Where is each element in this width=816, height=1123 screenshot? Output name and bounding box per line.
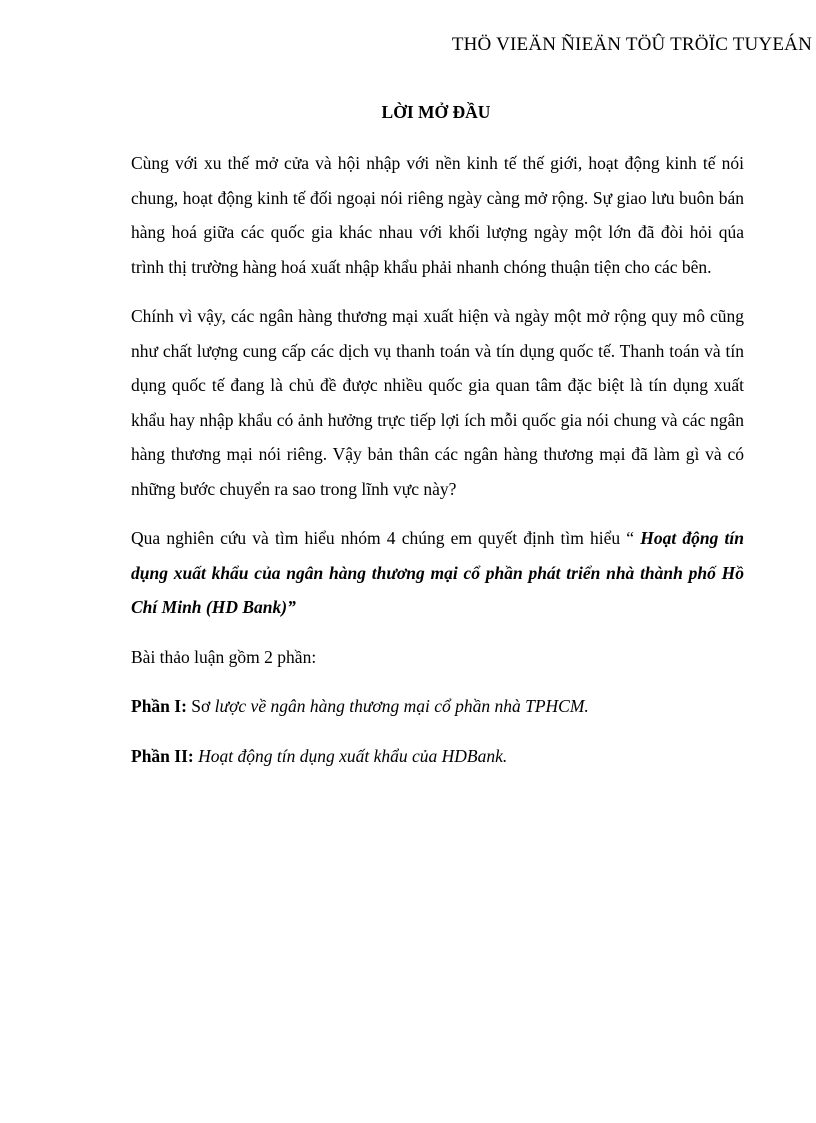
research-topic-title: Hoạt động tín dụng xuất khẩu của ngân hàng thương mại cổ phần phát triển nhà thành phố Hồ Chí Minh (HD Bank)” — [131, 528, 744, 617]
paragraph-outline: Bài thảo luận gồm 2 phần: — [131, 646, 317, 667]
part-one-text: lược về ngân hàng thương mại cổ phần nhà TPHCM. — [214, 696, 589, 716]
part-one-prefix: Sơ — [186, 696, 215, 716]
part-two-text: Hoạt động tín dụng xuất khẩu của HDBank. — [198, 745, 508, 766]
paragraph-intro: Cùng với xu thế mở cửa và hội nhập với nền kinh tế thế giới, hoạt động kinh tế nói chung, hoạt động kinh tế đối ngoại nói riêng ngày càng mở rộng. Sự giao lưu buôn bán hàng hoá giữa các quốc gia khác nhau với khối lượng ngày một lớn đã đòi hỏi qúa trình thị trường hàng hoá xuất nhập khẩu phải nhanh chóng thuận tiện cho các bên. — [131, 153, 744, 277]
page-header: THÖ VIEÄN ÑIEÄN TÖÛ TRÖÏC TUYEÁN — [451, 34, 812, 55]
part-one-label: Phần I: — [131, 696, 187, 716]
part-two-label: Phần II: — [131, 745, 194, 766]
part-two-line — [131, 739, 744, 774]
paragraph-banks: Chính vì vậy, các ngân hàng thương mại xuất hiện và ngày một mở rộng quy mô cũng như chất lượng cung cấp các dịch vụ thanh toán và tín dụng quốc tế. Thanh toán và tín dụng quốc tế đang là chủ đề được nhiều quốc gia quan tâm đặc biệt là tín dụng xuất khẩu hay nhập khẩu có ảnh hưởng trực tiếp lợi ích mỗi quốc gia nói chung và các ngân hàng thương mại nói riêng. Vậy bản thân các ngân hàng thương mại đã làm gì và có những bước chuyển ra sao trong lĩnh vực này? — [131, 306, 744, 499]
paragraph-research-topic — [131, 521, 744, 625]
page-title: LỜI MỞ ĐẦU — [381, 102, 491, 122]
research-intro-text: Qua nghiên cứu và tìm hiểu nhóm 4 chúng em quyết định tìm hiểu “ — [131, 528, 641, 548]
part-one-line — [131, 689, 744, 724]
document-body — [131, 146, 744, 788]
